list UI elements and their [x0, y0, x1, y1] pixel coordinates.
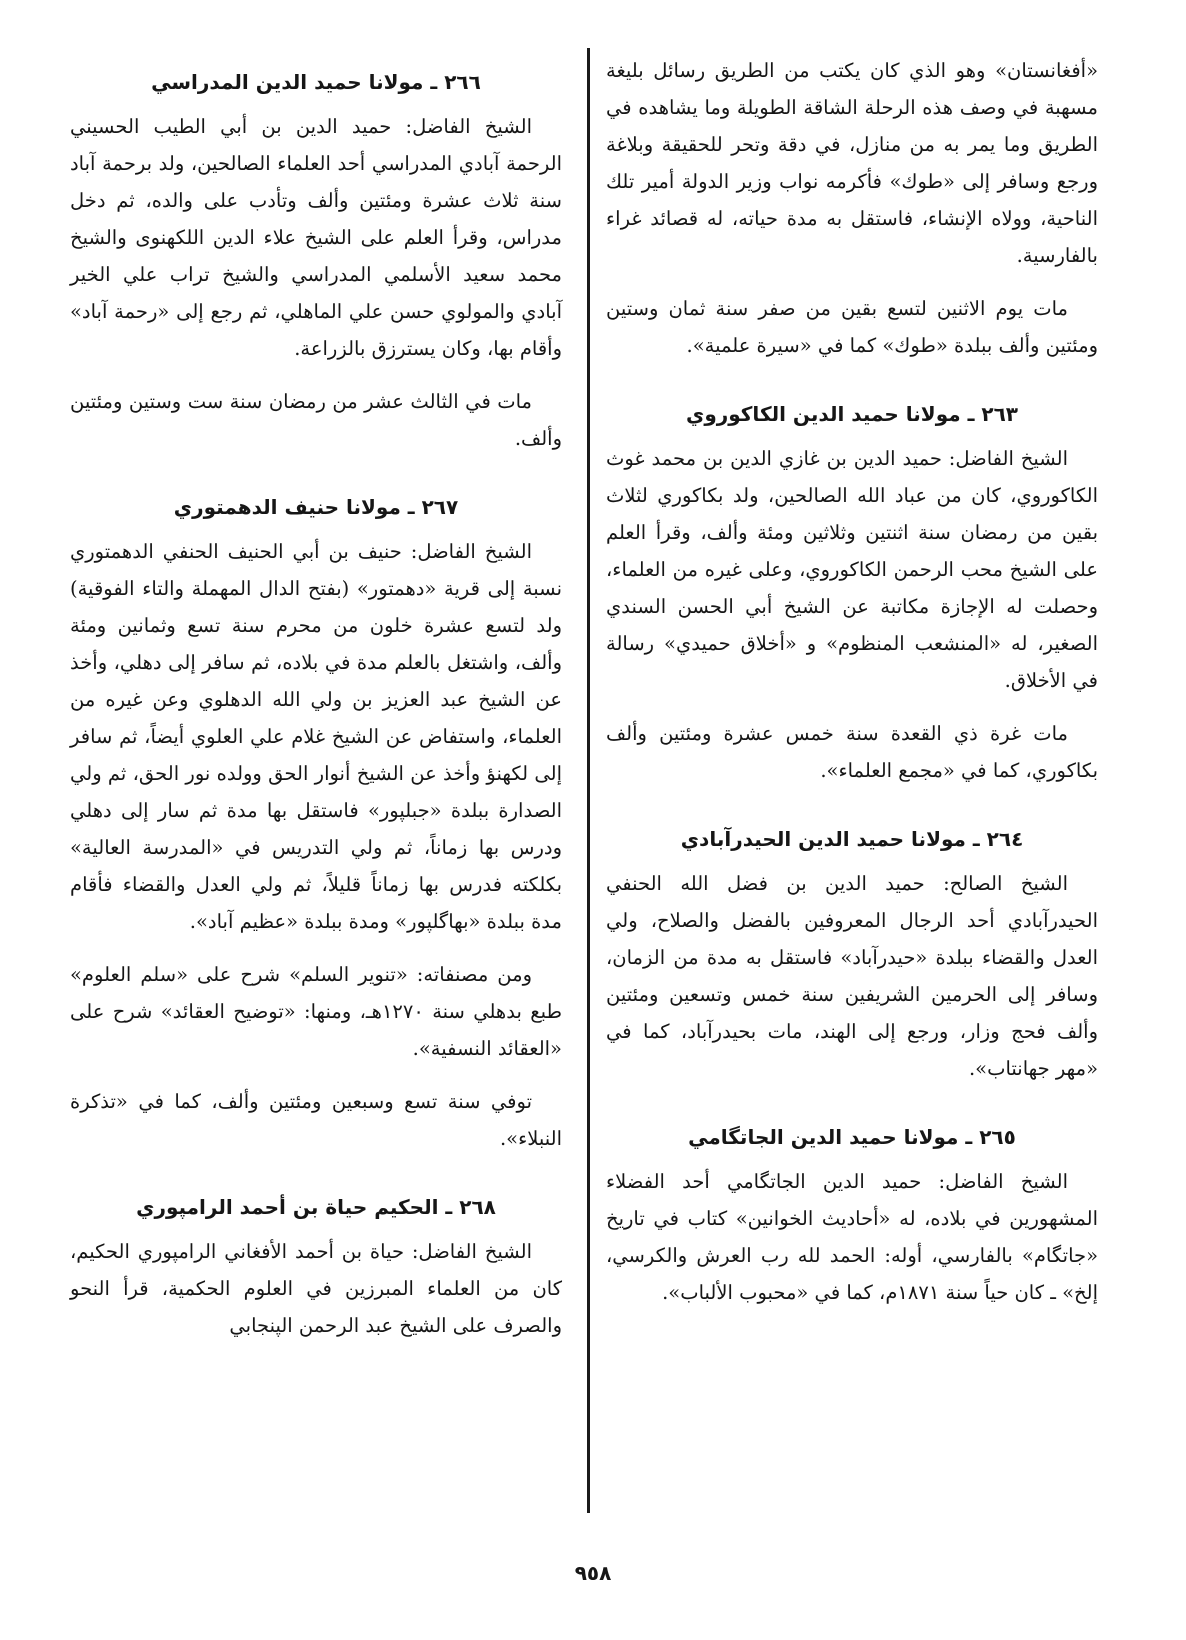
entry-paragraph: ومن مصنفاته: «تنوير السلم» شرح على «سلم العلوم» طبع بدهلي سنة ١٢٧٠هـ، ومنها: «توضيح العقائد» شرح على «العقائد النسفية».: [70, 963, 562, 1060]
intro-paragraph-1: «أفغانستان» وهو الذي كان يكتب من الطريق رسائل بليغة مسهبة في وصف هذه الرحلة الشاقة الطويلة وما يشاهده في الطريق وما يمر به من منازل، في دقة وتحر للحقيقة وبلاغة ورجع وسافر إلى «طوك» فأكرمه نواب وزير الدولة أمير تلك الناحية، وولاه الإنشاء، فاستقل به مدة حياته، له قصائد غراء بالفارسية.: [606, 59, 1098, 267]
entry-heading: ٢٦٦ ـ مولانا حميد الدين المدراسي: [151, 70, 481, 94]
intro-paragraph-2: مات يوم الاثنين لتسع بقين من صفر سنة ثمان وستين ومئتين وألف ببلدة «طوك» كما في «سيرة علمية».: [606, 297, 1098, 357]
entry-266: [70, 66, 562, 457]
entry-268: [70, 1191, 562, 1344]
entry-265: [606, 1121, 1098, 1311]
entry-paragraph: الشيخ الفاضل: حميد الدين بن أبي الطيب الحسيني الرحمة آبادي المدراسي أحد العلماء الصالحين، ولد برحمة آباد سنة ثلاث عشرة ومئتين وألف وتأدب على والده، ثم دخل مدراس، وقرأ العلم على الشيخ علاء الدين اللكهنوى والشيخ محمد سعيد الأسلمي المدراسي والشيخ تراب علي الخير آبادي والمولوي حسن علي الماهلي، ثم رجع إلى «رحمة آباد» وأقام بها، وكان يسترزق بالزراعة.: [70, 115, 562, 360]
entry-heading: ٢٦٤ ـ مولانا حميد الدين الحيدرآبادي: [680, 827, 1024, 851]
entry-267: [70, 491, 562, 1157]
page-number: ٩٥٨: [574, 1561, 612, 1585]
entry-263: [606, 398, 1098, 789]
entry-paragraph: الشيخ الفاضل: حياة بن أحمد الأفغاني الرامپوري الحكيم، كان من العلماء المبرزين في العلوم الحكمية، قرأ النحو والصرف على الشيخ عبد الرحمن الپنجابي: [70, 1240, 562, 1337]
entry-paragraph: الشيخ الفاضل: حميد الدين بن غازي الدين بن محمد غوث الكاكوروي، كان من عباد الله الصالحين، ولد بكاكوري لثلاث بقين من رمضان سنة اثنتين وثلاثين ومئة وألف، وقرأ العلم على الشيخ محب الرحمن الكاكوروي، وعلى غيره من العلماء، وحصلت له الإجازة مكاتبة عن الشيخ أبي الحسن السندي الصغير، له «المنشعب المنظوم» و «أخلاق حميدي» رسالة في الأخلاق.: [606, 447, 1098, 692]
entry-paragraph: مات غرة ذي القعدة سنة خمس عشرة ومئتين وألف بكاكوري، كما في «مجمع العلماء».: [606, 722, 1098, 782]
entry-264: [606, 823, 1098, 1087]
entry-paragraph: الشيخ الصالح: حميد الدين بن فضل الله الحنفي الحيدرآبادي أحد الرجال المعروفين بالفضل والصلاح، ولي العدل والقضاء ببلدة «حيدرآباد» فاستقل به مدة من الزمان، وسافر إلى الحرمين الشريفين سنة خمس وتسعين ومئتين وألف فحج وزار، ورجع إلى الهند، مات بحيدرآباد، كما في «مهر جهانتاب».: [606, 872, 1098, 1080]
left-column: [70, 52, 562, 1360]
right-column: [606, 52, 1098, 1327]
entry-heading: ٢٦٧ ـ مولانا حنيف الدهمتوري: [173, 495, 459, 519]
entry-heading: ٢٦٨ ـ الحكيم حياة بن أحمد الرامپوري: [136, 1195, 496, 1219]
entry-paragraph: توفي سنة تسع وسبعين ومئتين وألف، كما في «تذكرة النبلاء».: [70, 1090, 562, 1150]
entry-heading: ٢٦٣ ـ مولانا حميد الدين الكاكوروي: [685, 402, 1019, 426]
entry-paragraph: الشيخ الفاضل: حنيف بن أبي الحنيف الحنفي الدهمتوري نسبة إلى قرية «دهمتور» (بفتح الدال المهملة والتاء الفوقية) ولد لتسع عشرة خلون من محرم سنة تسع وثمانين ومئة وألف، واشتغل بالعلم مدة في بلاده، ثم سافر إلى دهلي، وأخذ عن الشيخ عبد العزيز بن ولي الله الدهلوي وعن غيره من العلماء، واستفاض عن الشيخ غلام علي العلوي أيضاً، ثم سافر إلى لكهنؤ وأخذ عن الشيخ أنوار الحق وولده نور الحق، ثم ولي الصدارة ببلدة «جبلپور» فاستقل بها مدة ثم سار إلى دهلي ودرس بها زماناً، ثم ولي التدريس في «المدرسة العالية» بكلكته فدرس بها زماناً قليلاً، ثم ولي العدل والقضاء فأقام مدة ببلدة «بهاگلپور» ومدة ببلدة «عظيم آباد».: [70, 540, 562, 933]
column-divider: [587, 48, 590, 1513]
entry-paragraph: مات في الثالث عشر من رمضان سنة ست وستين ومئتين وألف.: [70, 390, 562, 450]
entry-heading: ٢٦٥ ـ مولانا حميد الدين الجاتگامي: [688, 1125, 1016, 1149]
entry-paragraph: الشيخ الفاضل: حميد الدين الجاتگامي أحد الفضلاء المشهورين في بلاده، له «أحاديث الخوانين» كتاب في تاريخ «جاتگام» بالفارسي، أوله: الحمد لله رب العرش والكرسي، إلخ» ـ كان حياً سنة ١٨٧١م، كما في «محبوب الألباب».: [606, 1170, 1098, 1304]
